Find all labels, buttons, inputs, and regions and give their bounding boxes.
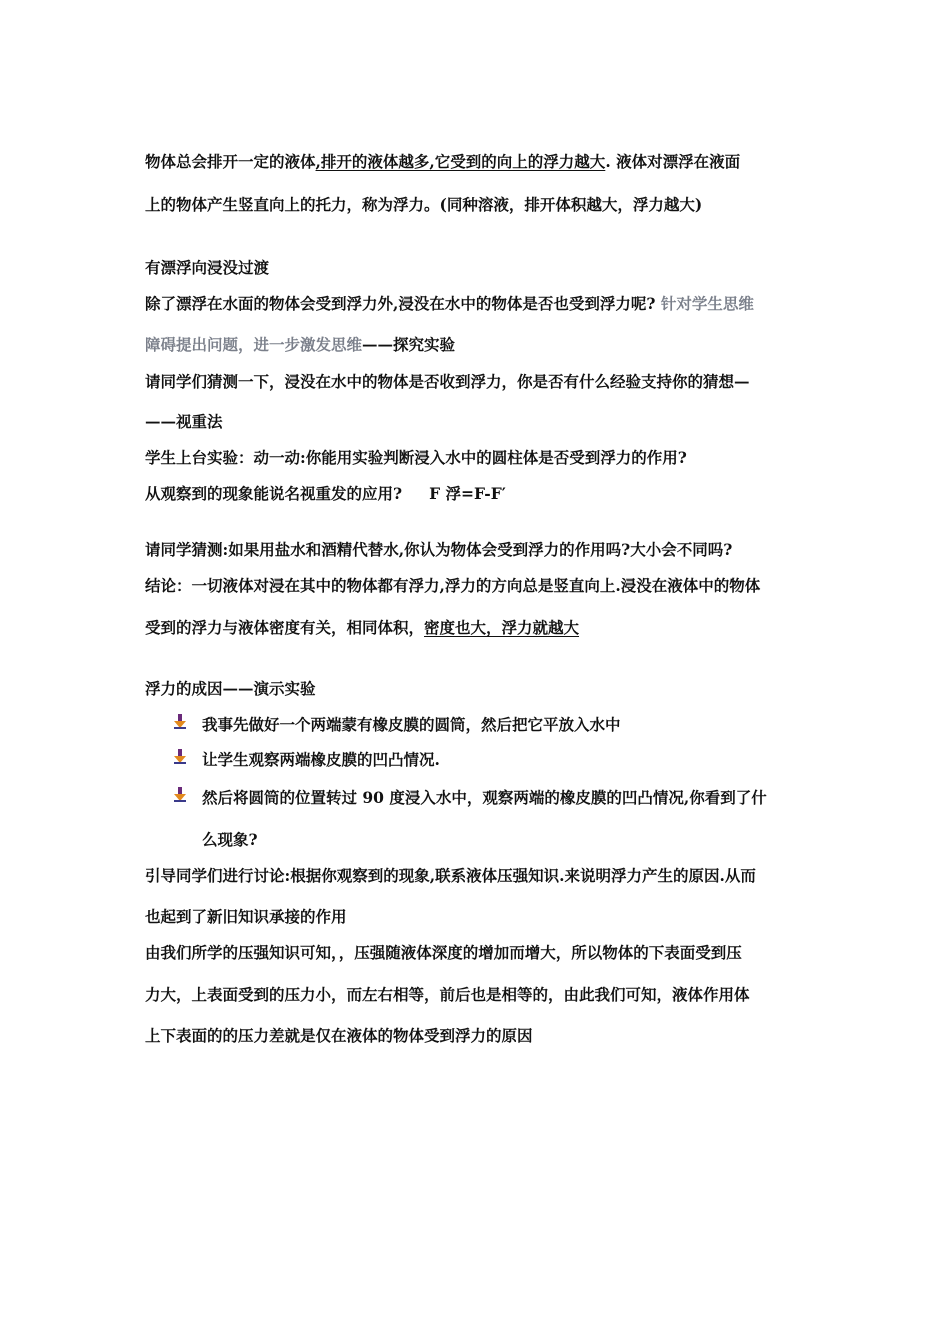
arrow-bullet-icon: [173, 787, 187, 803]
paragraph-line: 结论：一切液体对浸在其中的物体都有浮力,浮力的方向总是竖直向上.浸没在液体中的物体: [145, 576, 761, 595]
paragraph-line: 受到的浮力与液体密度有关，相同体积，密度也大，浮力就越大: [145, 618, 580, 637]
paragraph-line: 物体总会排开一定的液体,排开的液体越多,它受到的向上的浮力越大. 液体对漂浮在液面: [145, 152, 741, 171]
paragraph-line: 学生上台实验：动一动:你能用实验判断浸入水中的圆柱体是否受到浮力的作用?: [145, 448, 687, 467]
paragraph-line: 除了漂浮在水面的物体会受到浮力外,浸没在水中的物体是否也受到浮力呢? 针对学生思维: [145, 294, 754, 313]
arrow-bullet-icon: [173, 714, 187, 730]
paragraph-line: 力大，上表面受到的压力小，而左右相等，前后也是相等的，由此我们可知，液体作用体: [145, 985, 750, 1004]
paragraph-line: 请同学猜测:如果用盐水和酒精代替水,你认为物体会受到浮力的作用吗?大小会不同吗?: [145, 540, 733, 559]
section-heading: 有漂浮向浸没过渡: [145, 258, 270, 277]
paragraph-line: 上的物体产生竖直向上的托力，称为浮力。(同种溶液，排开体积越大，浮力越大): [145, 195, 703, 214]
section-heading: 浮力的成因——演示实验: [145, 679, 316, 698]
paragraph-line: 由我们所学的压强知识可知，，压强随液体深度的增加而增大，所以物体的下表面受到压: [145, 943, 742, 962]
paragraph-line: 引导同学们进行讨论:根据你观察到的现象,联系液体压强知识.来说明浮力产生的原因.从而: [145, 866, 756, 885]
bullet-item-continued: 么现象?: [202, 830, 258, 849]
arrow-bullet-icon: [173, 749, 187, 765]
underlined-text: 密度也大，浮力就越大: [424, 618, 580, 637]
gray-note: 障碍提出问题，进一步激发思维: [145, 335, 363, 354]
paragraph-line: 障碍提出问题，进一步激发思维——探究实验: [145, 335, 456, 354]
paragraph-line: ——视重法: [145, 412, 223, 431]
bullet-item: 我事先做好一个两端蒙有橡皮膜的圆筒，然后把它平放入水中: [202, 715, 621, 734]
paragraph-line: 也起到了新旧知识承接的作用: [145, 907, 347, 926]
paragraph-line: 请同学们猜测一下，浸没在水中的物体是否收到浮力，你是否有什么经验支持你的猜想—: [145, 372, 750, 391]
underlined-text: ,排开的液体越多,它受到的向上的浮力越大: [315, 152, 606, 171]
paragraph-line: 上下表面的的压力差就是仅在液体的物体受到浮力的原因: [145, 1026, 533, 1045]
gray-note: 针对学生思维: [660, 294, 754, 313]
bullet-item: 让学生观察两端橡皮膜的凹凸情况.: [202, 750, 440, 769]
formula-line: 从观察到的现象能说名视重发的应用? F 浮=F-F′: [145, 484, 506, 503]
bullet-item: 然后将圆筒的位置转过 90 度浸入水中，观察两端的橡皮膜的凹凸情况,你看到了什: [202, 788, 767, 807]
